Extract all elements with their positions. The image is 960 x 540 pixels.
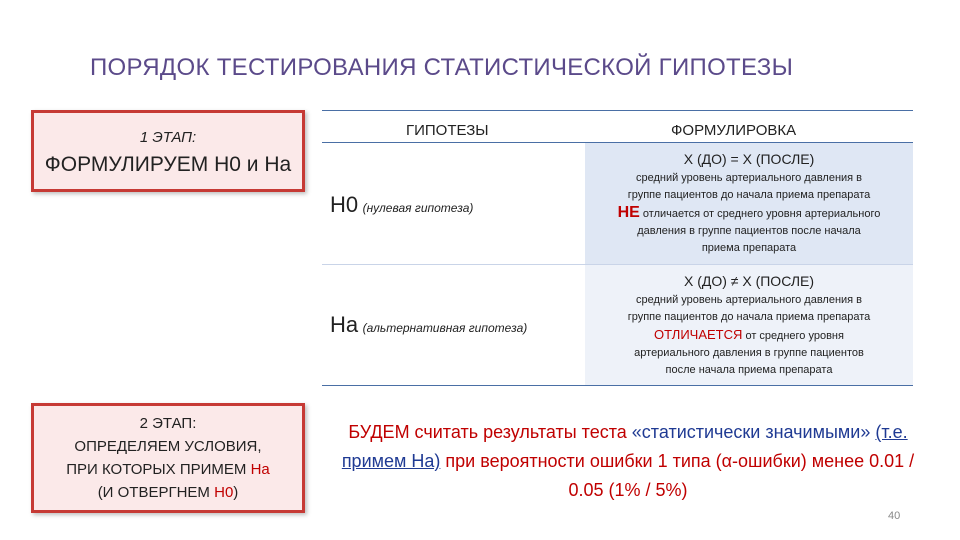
h0-desc-line4: давления в группе пациентов после начала [637, 225, 861, 237]
stage2-line3-text: (И ОТВЕРГНЕМ [97, 484, 215, 501]
stage2-line3-end: ) [233, 484, 239, 501]
col-header-formulation: ФОРМУЛИРОВКА [671, 122, 797, 139]
h0-name: (нулевая гипотеза) [362, 201, 474, 215]
ha-desc-line4: артериального давления в группе пациентов [634, 347, 864, 359]
conclusion-part1: БУДЕМ считать результаты теста [348, 422, 632, 442]
ha-desc-line5: после начала приема препарата [665, 364, 833, 376]
stage2-line3-highlight: Н0 [214, 484, 234, 501]
table-top-rule [322, 110, 913, 111]
stage2-label: 2 ЭТАП: [139, 415, 197, 432]
ha-desc-line3-text: от среднего уровня [742, 330, 844, 342]
h0-desc-line2: группе пациентов до начала приема препарата [627, 189, 871, 201]
col-header-hypotheses: ГИПОТЕЗЫ [406, 122, 489, 139]
stage2-line2-text: ПРИ КОТОРЫХ ПРИМЕМ [66, 461, 251, 478]
page-number: 40 [888, 510, 901, 522]
hypotheses-table [322, 110, 913, 385]
conclusion-text [328, 418, 928, 505]
h0-description [585, 170, 913, 257]
stage2-line1: ОПРЕДЕЛЯЕМ УСЛОВИЯ, [74, 438, 262, 455]
ha-desc-line1: средний уровень артериального давления в [635, 294, 863, 306]
h0-desc-line1: средний уровень артериального давления в [635, 172, 863, 184]
stage2-line2-highlight: На [250, 461, 270, 478]
conclusion-part5: при вероятности ошибки 1 типа (α-ошибки) менее 0.01 / 0.05 (1% / 5%) [440, 451, 915, 500]
ha-description [585, 292, 913, 379]
h0-formula: X (ДО) = X (ПОСЛЕ) [683, 151, 815, 167]
ha-name: (альтернативная гипотеза) [362, 321, 528, 335]
stage2-line2 [34, 458, 302, 481]
h0-desc-line3 [585, 204, 913, 223]
table-row-rule [322, 264, 913, 265]
h0-symbol: Н0 [330, 192, 359, 217]
stage1-box [31, 110, 305, 192]
ha-desc-line2: группе пациентов до начала приема препарата [627, 311, 871, 323]
conclusion-part2: «статистически значимыми» [631, 422, 871, 442]
table-header-rule [322, 142, 913, 143]
conclusion-part4: (т.е. примем На) [341, 422, 908, 471]
ha-formula: X (ДО) ≠ X (ПОСЛЕ) [683, 273, 815, 289]
table-bottom-rule [322, 385, 913, 386]
page-title: ПОРЯДОК ТЕСТИРОВАНИЯ СТАТИСТИЧЕСКОЙ ГИПОТЕЗЫ [90, 54, 794, 81]
h0-desc-key: НЕ [617, 204, 640, 221]
stage2-box [31, 403, 305, 513]
h0-desc-line3-text: отличается от среднего уровня артериального [639, 208, 881, 220]
h0-hypothesis [330, 192, 473, 218]
stage2-line3 [34, 481, 302, 504]
ha-symbol: На [330, 312, 359, 337]
ha-desc-line3 [585, 326, 913, 345]
stage1-text: ФОРМУЛИРУЕМ Н0 и На [44, 153, 292, 176]
stage1-label: 1 ЭТАП: [139, 129, 197, 146]
ha-hypothesis [330, 312, 527, 338]
ha-desc-key: ОТЛИЧАЕТСЯ [654, 327, 743, 342]
h0-desc-line5: приема препарата [701, 242, 797, 254]
